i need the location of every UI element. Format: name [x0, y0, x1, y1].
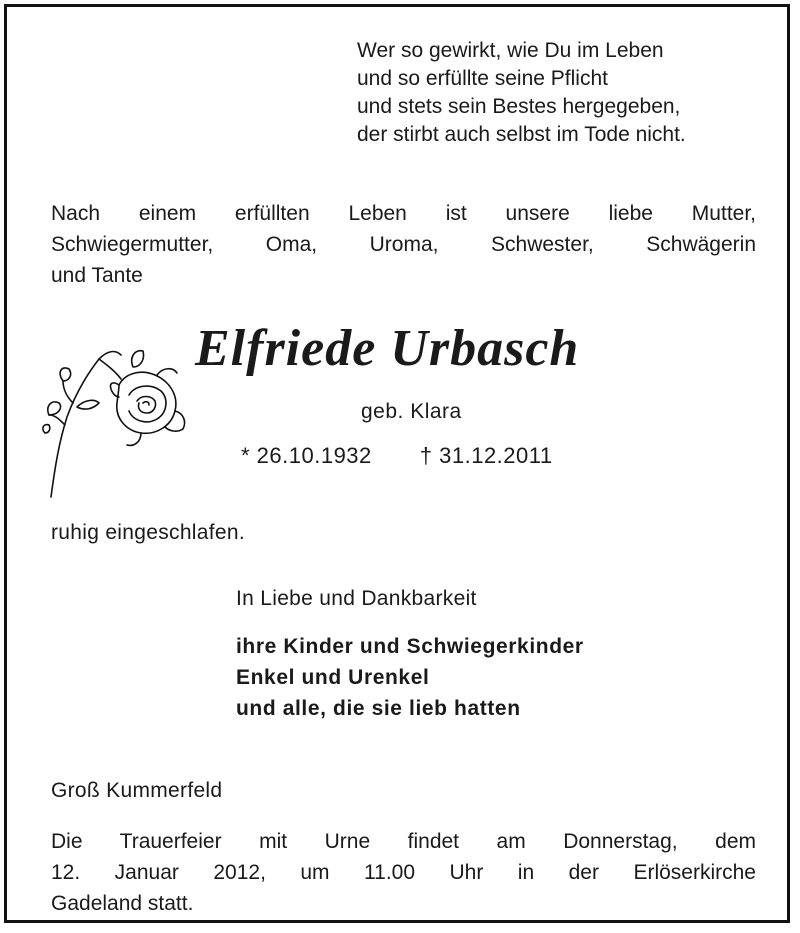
poem-line: Wer so gewirkt, wie Du im Leben — [357, 39, 664, 62]
intro-line: und Tante — [51, 264, 143, 287]
service-info — [51, 826, 756, 919]
closing-greeting: In Liebe und Dankbarkeit — [236, 587, 477, 610]
intro-line: Schwiegermutter, Oma, Uroma, Schwester, Schwägerin — [51, 233, 756, 256]
poem-line: und stets sein Bestes hergegeben, — [357, 95, 681, 118]
place-name: Groß Kummerfeld — [51, 779, 223, 802]
service-line: 12. Januar 2012, um 11.00 Uhr in der Erlöserkirche — [51, 861, 756, 884]
intro-line: Nach einem erfüllten Leben ist unsere liebe Mutter, — [51, 202, 756, 225]
maiden-name: geb. Klara — [361, 400, 462, 423]
signers-list — [236, 631, 584, 724]
poem-line: und so erfüllte seine Pflicht — [357, 67, 608, 90]
memorial-poem — [357, 37, 686, 149]
rose-icon — [37, 337, 207, 507]
birth-date: * 26.10.1932 — [241, 443, 372, 468]
death-date: † 31.12.2011 — [419, 443, 553, 468]
obituary-frame — [4, 4, 790, 923]
life-dates — [241, 443, 553, 469]
service-line: Gadeland statt. — [51, 892, 194, 915]
signer-line: und alle, die sie lieb hatten — [236, 697, 521, 720]
service-line: Die Trauerfeier mit Urne findet am Donnerstag, dem — [51, 830, 756, 853]
deceased-name: Elfriede Urbasch — [195, 320, 580, 377]
intro-text — [51, 198, 756, 291]
signer-line: ihre Kinder und Schwiegerkinder — [236, 635, 584, 658]
poem-line: der stirbt auch selbst im Tode nicht. — [357, 123, 686, 146]
signer-line: Enkel und Urenkel — [236, 666, 430, 689]
after-text: ruhig eingeschlafen. — [51, 521, 245, 544]
